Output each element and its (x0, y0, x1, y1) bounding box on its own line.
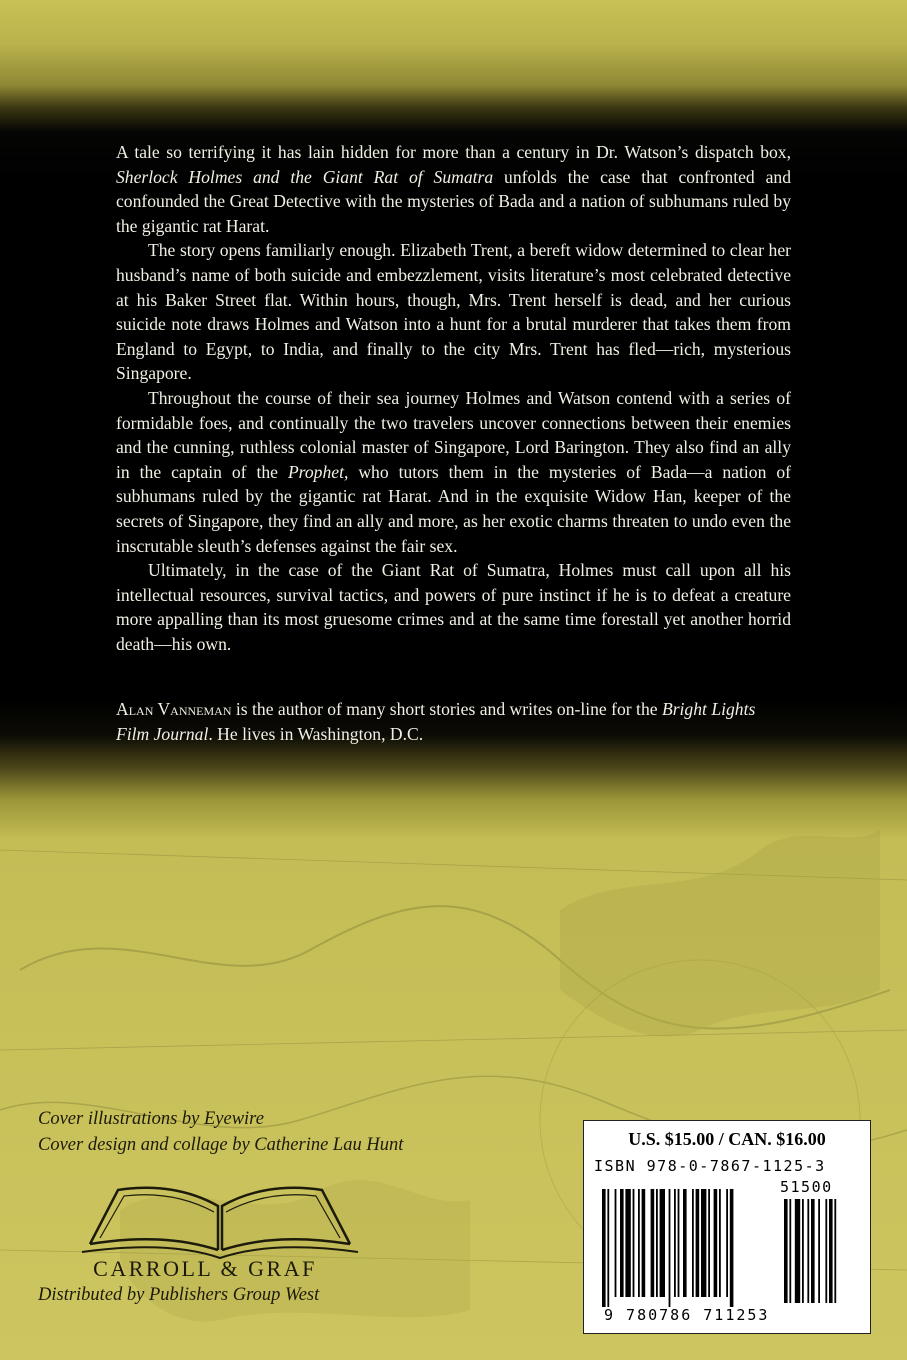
synopsis-paragraph-3: Throughout the course of their sea journey Holmes and Watson contend with a series of formidable foes, and continually the two travelers uncover connections between their enemies and the cunning, ruthless colonial master of Singapore, Lord Barington. They also find an ally in the captain of the Prophet, who tutors them in the mysteries of Bada—a nation of subhumans ruled by the gigantic rat Harat. And in the exquisite Widow Han, keeper of the secrets of Singapore, they find an ally and more, as her exotic charms threaten to undo even the inscrutable sleuth’s defenses against the fair sex. (116, 387, 791, 556)
synopsis-paragraph-4: Ultimately, in the case of the Giant Rat of Sumatra, Holmes must call upon all his intellectual resources, survival tactics, and powers of pure instinct if he is to defeat a creature more appalling than its most gruesome crimes and at the same time forestall yet another horrid death—his own. (116, 560, 791, 654)
addon-bar (789, 1199, 791, 1303)
barcode-bar (651, 1189, 655, 1297)
barcode-bar (660, 1189, 665, 1297)
isbn-label: ISBN 978-0-7867-1125-3 (594, 1157, 826, 1175)
addon-bar (834, 1199, 836, 1303)
barcode-bar (638, 1189, 640, 1297)
open-book-icon (60, 1172, 380, 1262)
barcode-bar (625, 1189, 630, 1297)
journal-name: Bright Lights Film Journal (116, 699, 756, 744)
price-addon-code: 51500 (780, 1178, 833, 1196)
barcode-panel (583, 1120, 871, 1334)
distributor-line: Distributed by Publishers Group West (38, 1285, 320, 1305)
synopsis-paragraph-2: The story opens familiarly enough. Elizabeth Trent, a bereft widow determined to clear her husband’s name of both suicide and embezzlement, visits literature’s most celebrated detective at his Baker Street flat. Within hours, though, Mrs. Trent herself is dead, and her curious suicide note draws Holmes and Watson into a hunt for a brutal murderer that takes them from England to Egypt, to India, and finally to the city Mrs. Trent has fled—rich, mysterious Singapore. (116, 240, 791, 384)
barcode-bar (719, 1189, 721, 1297)
addon-bar (784, 1199, 788, 1303)
ship-name: Prophet (287, 461, 344, 482)
barcode-bar (620, 1189, 624, 1297)
cover-credits (38, 1106, 403, 1158)
synopsis (116, 140, 791, 656)
barcode-bar (642, 1189, 646, 1297)
publisher-name: CARROLL & GRAF (93, 1256, 317, 1281)
synopsis-paragraph-1: A tale so terrifying it has lain hidden for more than a century in Dr. Watson’s dispatch box, Sherlock Holmes and the Giant Rat of Sumatra unfolds the case that confronted and confounded the Great Detective with the mysteries of Bada and a nation of subhumans ruled by the gigantic rat Harat. (116, 142, 791, 236)
barcode-bar (714, 1189, 718, 1297)
addon-bar (811, 1199, 815, 1303)
barcode-bar (701, 1189, 706, 1297)
author-bio: Alan Vanneman is the author of many short stories and writes on-line for the Bright Lights Film Journal. He lives in Washington, D.C. (116, 699, 756, 744)
book-title: Sherlock Holmes and the Giant Rat of Sumatra (116, 166, 494, 187)
addon-bar (802, 1199, 804, 1303)
barcode-bar (678, 1189, 680, 1297)
addon-bar (807, 1199, 809, 1303)
barcode-bar (692, 1189, 694, 1297)
barcode-bar (708, 1189, 710, 1297)
addon-bar (818, 1199, 820, 1303)
barcode-bar (607, 1189, 609, 1307)
barcode-bar (730, 1189, 734, 1307)
price-label: U.S. $15.00 / CAN. $16.00 (628, 1129, 826, 1149)
barcode-bar (683, 1189, 687, 1297)
design-credit: Cover design and collage by Catherine Lau Hunt (38, 1135, 404, 1155)
addon-bar (825, 1199, 827, 1303)
barcode-bar (602, 1189, 606, 1307)
barcode-bar (669, 1189, 671, 1307)
barcode-bar (615, 1189, 617, 1297)
barcode-bar (726, 1189, 728, 1297)
barcode-bar (674, 1189, 676, 1297)
barcode-bar (656, 1189, 658, 1297)
illustration-credit: Cover illustrations by Eyewire (38, 1109, 264, 1129)
addon-bar (795, 1199, 800, 1303)
barcode-bar (696, 1189, 700, 1297)
author-name: Alan Vanneman (116, 699, 232, 719)
barcode-bar (633, 1189, 635, 1297)
addon-bar (829, 1199, 833, 1303)
barcode-digits: 9 780786 711253 (604, 1306, 770, 1324)
